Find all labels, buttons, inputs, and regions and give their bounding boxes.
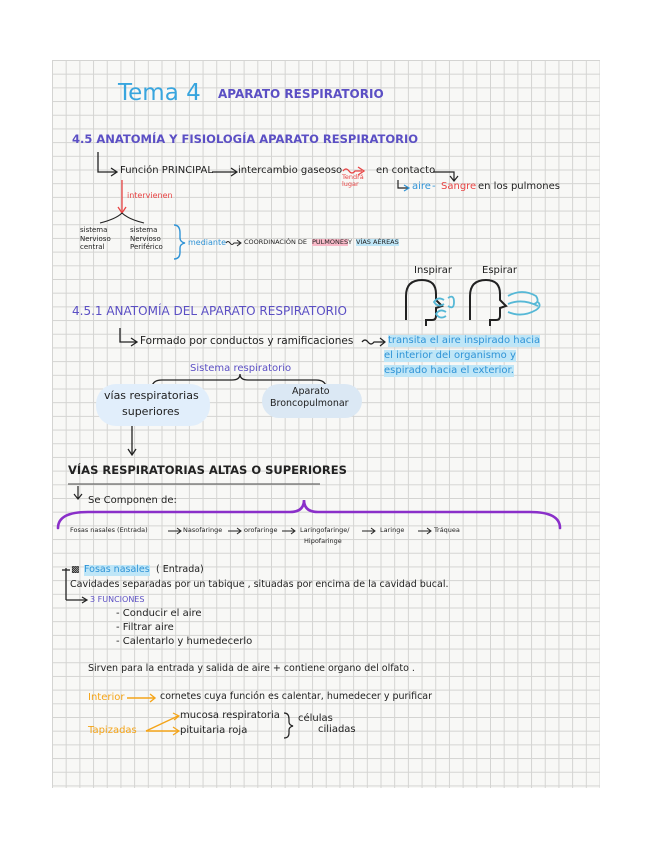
en-los-pulmones: en los pulmones (478, 181, 560, 192)
mucosa-text: mucosa respiratoria (180, 710, 280, 721)
funcion-1: - Conducir el aire (116, 608, 202, 619)
section-451-heading: 4.5.1 ANATOMÍA DEL APARATO RESPIRATORIO (72, 304, 347, 318)
inspirar-head-icon (406, 280, 442, 326)
aparato-line-2: Broncopulmonar (270, 398, 349, 409)
sirven-text: Sirven para la entrada y salida de aire + contiene organo del olfato . (88, 663, 415, 674)
vias-superiores-line-2: superiores (122, 405, 180, 418)
sangre-label: Sangre (441, 181, 477, 192)
sistema-respiratorio: Sistema respiratorio (190, 363, 292, 374)
interior-label: Interior (88, 692, 125, 703)
transita-line-3: espirado hacia el exterior. (384, 365, 514, 376)
chain-nasofaringe: Nasofaringe (183, 526, 223, 534)
aire-sangre-dash: - (432, 181, 436, 192)
bullet-icon: ▩ (71, 565, 80, 575)
cornetes-text: cornetes cuya función es calentar, humedecer y purificar (160, 691, 433, 702)
chain-laringe: Laringe (380, 526, 405, 534)
espirar-head-icon (470, 280, 506, 326)
chain-traquea: Tráquea (434, 526, 460, 534)
sistema-1: sistema (80, 226, 108, 234)
fosas-descripcion: Cavidades separadas por un tabique , situadas por encima de la cavidad bucal. (70, 579, 449, 590)
inspirar-label: Inspirar (414, 265, 452, 276)
y-connector: Y (348, 238, 352, 246)
vias-superiores-line-1: vías respiratorias (104, 389, 199, 402)
tendra-lugar: Tendrá lugar (342, 173, 364, 189)
section-45-heading: 4.5 ANATOMÍA Y FISIOLOGÍA APARATO RESPIRATORIO (72, 132, 419, 146)
pulmones-highlight: PULMONES (312, 238, 349, 246)
vias-altas-heading: VÍAS RESPIRATORIAS ALTAS O SUPERIORES (68, 463, 347, 477)
celulas-text: células (298, 713, 333, 724)
aire-label: aire (412, 181, 431, 192)
pituitaria-text: pituitaria roja (180, 725, 248, 736)
transita-line-2: el interior del organismo y (384, 350, 516, 361)
funcion-3: - Calentarlo y humedecerlo (116, 636, 253, 647)
intercambio-gaseoso: intercambio gaseoso (238, 165, 343, 176)
chain-fosas: Fosas nasales (Entrada) (70, 526, 148, 534)
tapizadas-label: Tapizadas (88, 725, 137, 736)
title-tema: Tema 4 (118, 80, 201, 106)
se-componen: Se Componen de: (88, 495, 177, 506)
nervioso-periferico: Nervioso Periférico (130, 235, 163, 252)
mediante-label: mediante (188, 238, 227, 247)
coordinacion: COORDINACIÓN DE (244, 238, 308, 246)
chain-hipofaringe: Hipofaringe (304, 537, 342, 545)
fosas-heading: Fosas nasales (84, 564, 150, 575)
funcion-2: - Filtrar aire (116, 622, 174, 633)
chain-laringofaringe: Laringofaringe/ (300, 526, 350, 534)
chain-orofaringe: orofaringe (244, 526, 278, 534)
vias-aereas-highlight: VÍAS AÉREAS (356, 238, 399, 246)
aparato-line-1: Aparato (292, 386, 330, 397)
fosas-entrada: ( Entrada) (156, 564, 204, 575)
en-contacto: en contacto (376, 165, 436, 176)
sistema-2: sistema (130, 226, 158, 234)
intervienen-label: intervienen (127, 191, 173, 200)
transita-line-1: transita el aire inspirado hacia (388, 335, 541, 346)
title-subject: APARATO RESPIRATORIO (218, 87, 384, 101)
formado-por: Formado por conductos y ramificaciones (140, 335, 354, 347)
exhale-air-icon (508, 292, 540, 315)
ciliadas-text: ciliadas (318, 724, 356, 735)
espirar-label: Espirar (482, 265, 518, 276)
nervioso-central: Nervioso central (80, 235, 111, 252)
funciones-label: 3 FUNCIONES (90, 595, 145, 604)
funcion-principal: Función PRINCIPAL (120, 165, 213, 176)
